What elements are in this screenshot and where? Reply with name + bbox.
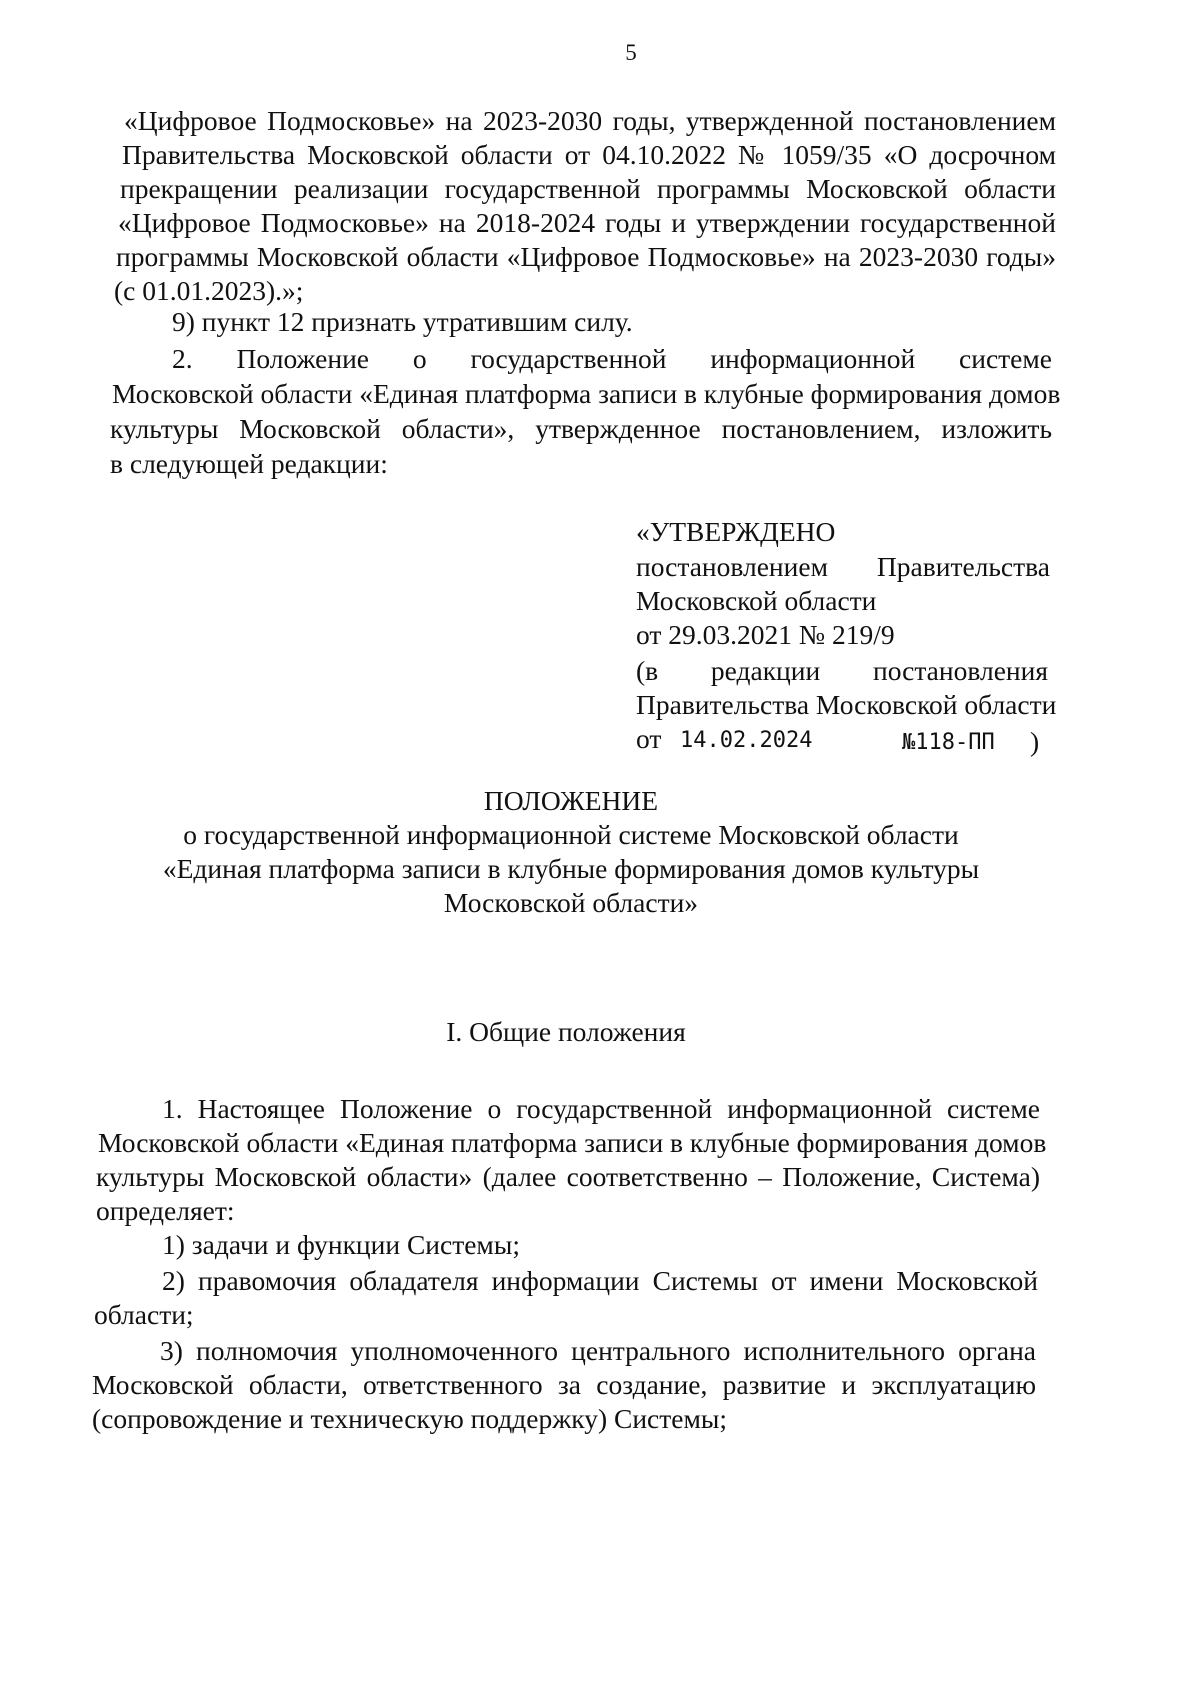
approval-close-paren: )	[1030, 726, 1040, 757]
item2-line-3: культуры Московской области», утвержденное постановлением, изложить	[110, 413, 1052, 444]
intro-line-5: программы Московской области «Цифровое Подмосковье» на 2023-2030 годы»	[116, 241, 1056, 272]
section-title: I. Общие положения	[446, 1016, 686, 1047]
item2-line-2: Московской области «Единая платформа записи в клубные формирования домов	[112, 378, 1061, 409]
item-9: 9) пункт 12 признать утратившим силу.	[172, 306, 633, 337]
approval-date: 14.02.2024	[680, 728, 813, 753]
intro-line-3: прекращении реализации государственной программы Московской области	[120, 173, 1056, 204]
title-line-3: Московской области»	[443, 887, 699, 918]
intro-line-1: «Цифровое Подмосковье» на 2023-2030 годы, утвержденной постановлением	[124, 105, 1056, 136]
intro-line-4: «Цифровое Подмосковье» на 2018-2024 годы и утверждении государственной	[118, 207, 1056, 238]
approval-line-2: Московской области	[636, 585, 877, 616]
section-p1-line-4: определяет:	[96, 1195, 235, 1226]
section-p1-line-2: Московской области «Единая платформа записи в клубные формирования домов	[98, 1127, 1047, 1158]
approval-line-5: Правительства Московской области	[636, 689, 1057, 720]
item2-line-1: 2. Положение о государственной информационной системе	[172, 343, 1052, 374]
section-item-1: 1) задачи и функции Системы;	[162, 1229, 520, 1260]
section-item-3-line-1: 3) полномочия уполномоченного центрального исполнительного органа	[160, 1335, 1036, 1366]
approval-number: №118-ПП	[902, 730, 995, 755]
intro-line-6: (с 01.01.2023).»;	[114, 275, 304, 306]
section-item-2-line-2: области;	[94, 1299, 194, 1330]
approval-line-4: (в редакции постановления	[636, 655, 1048, 686]
approval-line-1: постановлением Правительства	[636, 551, 1050, 582]
title-line-2: «Единая платформа записи в клубные формирования домов культуры	[162, 853, 980, 884]
item2-line-4: в следующей редакции:	[110, 448, 388, 479]
title-line-1: о государственной информационной системе Московской области	[183, 819, 959, 850]
section-item-3-line-3: (сопровождение и техническую поддержку) Системы;	[92, 1403, 727, 1434]
section-item-2-line-1: 2) правомочия обладателя информации Системы от имени Московской	[162, 1265, 1038, 1296]
section-item-3-line-2: Московской области, ответственного за создание, развитие и эксплуатацию	[92, 1369, 1036, 1400]
section-p1-line-1: 1. Настоящее Положение о государственной информационной системе	[162, 1093, 1040, 1124]
document-title: ПОЛОЖЕНИЕ	[483, 785, 659, 816]
section-p1-line-3: культуры Московской области» (далее соответственно – Положение, Система)	[96, 1161, 1040, 1192]
intro-line-2: Правительства Московской области от 04.10.2022 № 1059/35 «О досрочном	[122, 139, 1056, 170]
approval-date-prefix: от	[636, 723, 662, 754]
approval-title: «УТВЕРЖДЕНО	[636, 516, 836, 547]
approval-line-3: от 29.03.2021 № 219/9	[636, 619, 895, 650]
page-number: 5	[625, 40, 637, 65]
